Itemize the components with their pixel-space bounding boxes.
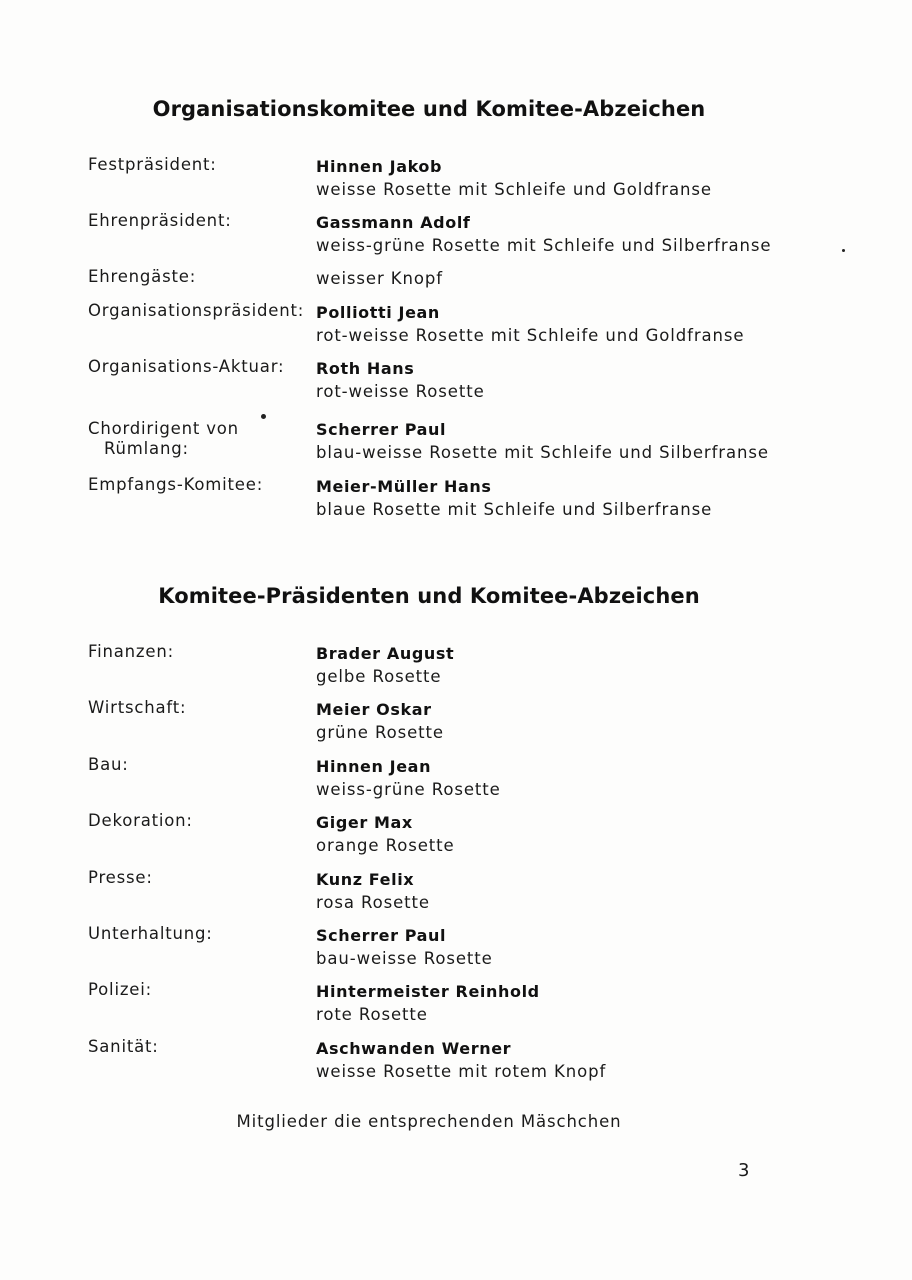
role-label: Finanzen: [88, 642, 174, 661]
role-label: Sanität: [88, 1037, 159, 1056]
entry-details [316, 642, 876, 689]
footer-note: Mitglieder die entsprechenden Mäschchen [236, 1112, 622, 1131]
role-label [88, 399, 298, 479]
role-label: Presse: [88, 868, 153, 887]
page-number: 3 [738, 1160, 750, 1181]
role-label: Polizei: [88, 980, 152, 999]
entry-details [316, 1037, 876, 1084]
ink-speck [261, 414, 266, 419]
role-label: Wirtschaft: [88, 698, 187, 717]
entry-details [316, 301, 876, 348]
person-name: Giger Max [316, 813, 413, 832]
person-name: Roth Hans [316, 359, 415, 378]
badge-description: weiss-grüne Rosette mit Schleife und Silberfranse [316, 236, 772, 255]
person-name: Hinnen Jean [316, 757, 432, 776]
entry-details [316, 980, 876, 1027]
role-label: Dekoration: [88, 811, 193, 830]
person-name: Brader August [316, 644, 455, 663]
role-label: Bau: [88, 755, 129, 774]
person-name: Aschwanden Werner [316, 1039, 512, 1058]
entry-details [316, 267, 876, 291]
role-label: Ehrenpräsident: [88, 211, 232, 230]
badge-description: rot-weisse Rosette mit Schleife und Goldfranse [316, 326, 745, 345]
entry-details [316, 211, 876, 258]
badge-description: weiss-grüne Rosette [316, 780, 501, 799]
badge-description: weisser Knopf [316, 269, 443, 288]
entry-details [316, 155, 876, 202]
badge-description: blau-weisse Rosette mit Schleife und Silberfranse [316, 443, 769, 462]
entry-details [316, 418, 876, 465]
role-label: Ehrengäste: [88, 267, 197, 286]
badge-description: orange Rosette [316, 836, 455, 855]
person-name: Scherrer Paul [316, 420, 447, 439]
person-name: Scherrer Paul [316, 926, 447, 945]
role-label: Unterhaltung: [88, 924, 213, 943]
badge-description: grüne Rosette [316, 723, 444, 742]
badge-description: blaue Rosette mit Schleife und Silberfranse [316, 500, 713, 519]
person-name: Hinnen Jakob [316, 157, 443, 176]
entry-details [316, 357, 876, 404]
person-name: Hintermeister Reinhold [316, 982, 540, 1001]
person-name: Gassmann Adolf [316, 213, 471, 232]
entry-details [316, 755, 876, 802]
badge-description: weisse Rosette mit Schleife und Goldfranse [316, 180, 712, 199]
badge-description: bau-weisse Rosette [316, 949, 493, 968]
entry-details [316, 475, 876, 522]
person-name: Kunz Felix [316, 870, 415, 889]
role-label: Organisationspräsident: [88, 301, 305, 320]
section-heading-organisationskomitee: Organisationskomitee und Komitee-Abzeichen [152, 97, 706, 121]
role-label: Organisations-Aktuar: [88, 357, 285, 376]
badge-description: rot-weisse Rosette [316, 382, 485, 401]
badge-description: gelbe Rosette [316, 667, 442, 686]
entry-details [316, 868, 876, 915]
entry-details [316, 924, 876, 971]
person-name: Meier-Müller Hans [316, 477, 492, 496]
entry-details [316, 698, 876, 745]
badge-description: rote Rosette [316, 1005, 428, 1024]
entry-details [316, 811, 876, 858]
badge-description: rosa Rosette [316, 893, 430, 912]
role-label: Festpräsident: [88, 155, 217, 174]
section-heading-komitee-praesidenten: Komitee-Präsidenten und Komitee-Abzeichen [158, 584, 700, 608]
badge-description: weisse Rosette mit rotem Knopf [316, 1062, 607, 1081]
person-name: Polliotti Jean [316, 303, 440, 322]
role-label-line1: Chordirigent von [88, 419, 239, 438]
ink-speck [842, 249, 845, 252]
role-label: Empfangs-Komitee: [88, 475, 264, 494]
person-name: Meier Oskar [316, 700, 432, 719]
role-label-line2: Rümlang: [104, 439, 189, 458]
